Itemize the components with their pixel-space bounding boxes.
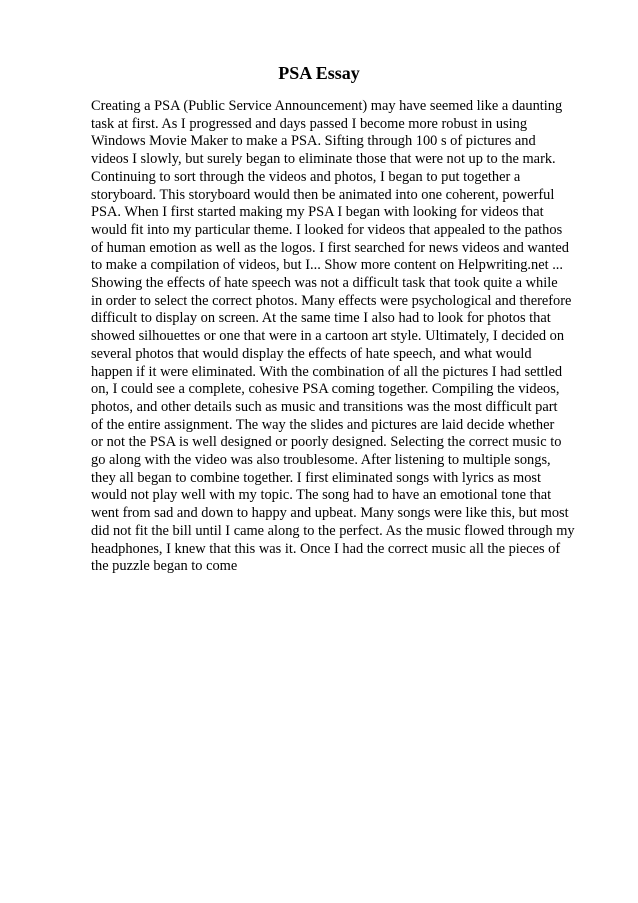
essay-line: Windows Movie Maker to make a PSA. Sifting through 100 s of pictures and: [91, 133, 536, 150]
essay-line: storyboard. This storyboard would then be animated into one coherent, powerful: [91, 186, 555, 203]
essay-line: headphones, I knew that this was it. Once I had the correct music all the pieces of: [91, 540, 561, 557]
essay-line: did not fit the bill until I came along to the perfect. As the music flowed through my: [91, 522, 575, 539]
essay-line: Continuing to sort through the videos and photos, I began to put together a: [91, 168, 521, 185]
essay-line: PSA. When I first started making my PSA I began with looking for videos that: [91, 204, 544, 221]
essay-line: would not play well with my topic. The song had to have an emotional tone that: [91, 487, 552, 504]
document-title: PSA Essay: [278, 63, 360, 83]
essay-line: photos, and other details such as music and transitions was the most difficult part: [91, 398, 558, 415]
essay-line: of the entire assignment. The way the slides and pictures are laid decide whether: [91, 416, 555, 433]
essay-line: Creating a PSA (Public Service Announcement) may have seemed like a daunting: [91, 98, 563, 114]
essay-line: several photos that would display the effects of hate speech, and what would: [91, 345, 532, 362]
essay-line: difficult to display on screen. At the same time I also had to look for photos that: [91, 310, 551, 327]
essay-line: videos I slowly, but surely began to eliminate those that were not up to the mark.: [91, 151, 556, 168]
essay-line: of human emotion as well as the logos. I first searched for news videos and wanted: [91, 239, 569, 256]
essay-line: happen if it were eliminated. With the combination of all the pictures I had settled: [91, 363, 563, 380]
essay-line: to make a compilation of videos, but I... Show more content on Helpwriting.net ...: [91, 257, 564, 274]
essay-line: in order to select the correct photos. Many effects were psychological and therefore: [91, 292, 572, 309]
essay-line: went from sad and down to happy and upbeat. Many songs were like this, but most: [91, 505, 569, 522]
essay-line: task at first. As I progressed and days passed I become more robust in using: [91, 115, 528, 132]
essay-line: or not the PSA is well designed or poorly designed. Selecting the correct music to: [91, 434, 562, 451]
essay-line: the puzzle began to come: [91, 558, 238, 575]
essay-line: go along with the video was also troublesome. After listening to multiple songs,: [91, 452, 551, 469]
essay-line: showed silhouettes or one that were in a cartoon art style. Ultimately, I decided on: [91, 328, 565, 345]
essay-line: Showing the effects of hate speech was not a difficult task that took quite a while: [91, 275, 558, 292]
essay-line: would fit into my particular theme. I looked for videos that appealed to the pathos: [91, 221, 563, 238]
essay-line: on, I could see a complete, cohesive PSA coming together. Compiling the videos,: [91, 381, 560, 398]
essay-line: they all began to combine together. I first eliminated songs with lyrics as most: [91, 469, 542, 486]
essay-body: [91, 98, 591, 576]
